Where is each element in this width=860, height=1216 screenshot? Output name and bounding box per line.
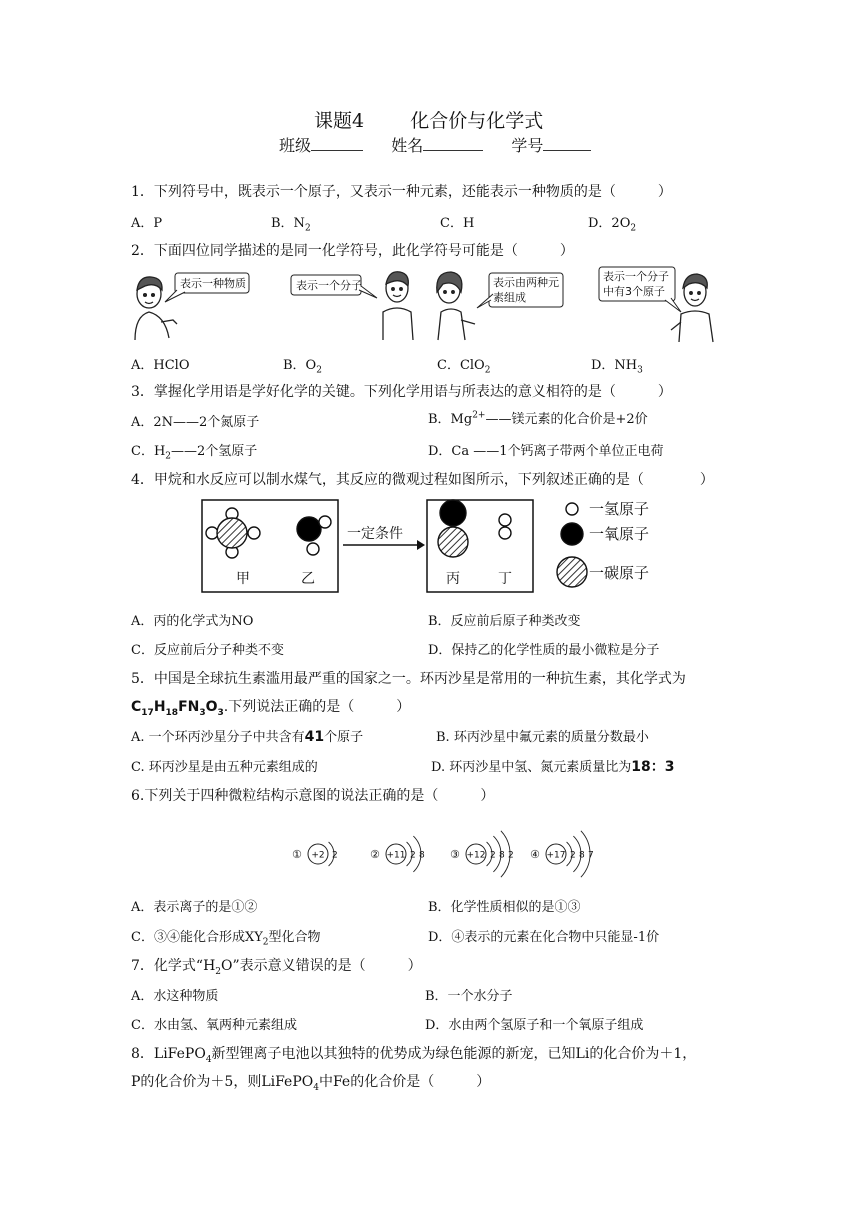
speech-bubble-4-text: 表示一个分子 (603, 270, 669, 283)
question-4: 4．甲烷和水反应可以制水煤气，其反应的微观过程如图所示，下列叙述正确的是（ ） (131, 472, 714, 488)
id-label: 学号 (511, 136, 544, 155)
q4-option-b: B．反应前后原子种类改变 (428, 614, 581, 629)
speech-bubble-1-text: 表示一种物质 (180, 277, 246, 290)
q4-option-c: C．反应前后分子种类不变 (131, 643, 284, 658)
nucleus-charge: +2 (311, 850, 325, 861)
legend-hydrogen-label: 一氢原子 (589, 500, 650, 518)
q3-option-d: D．Ca ——1个钙离子带两个单位正电荷 (428, 444, 664, 459)
formula-ciprofloxacin: $C_{17}H_{18}FN_3O_3$ (131, 699, 224, 718)
methane-molecule (206, 508, 260, 558)
diagram-mark: ③ (450, 848, 460, 861)
question-8-line-1: 8．LiFePO$_4$新型锂离子电池以其独特的优势成为绿色能源的新宠，已知Li的化合价为＋1， (131, 1046, 697, 1065)
q3-option-b: B．$Mg^{2+}——$镁元素的化合价是+2价 (428, 410, 648, 427)
q7-option-c: C．水由氢、氧两种元素组成 (131, 1018, 297, 1033)
shell-electron-count: 8 (579, 850, 585, 861)
q1-option-d: D．$2O_2$ (588, 216, 637, 234)
label-bing: 丙 (446, 571, 460, 587)
atomic-structure-diagrams (282, 812, 612, 892)
shell-electron-count: 8 (499, 850, 505, 861)
name-blank[interactable] (423, 136, 483, 151)
legend-oxygen-icon (561, 523, 583, 545)
legend-hydrogen-icon (566, 503, 578, 515)
q2-option-b: B．$O_2$ (283, 358, 322, 376)
q1-option-a: A．P (131, 216, 163, 231)
q3-option-c: C．$H_2——2$个氢原子 (131, 444, 258, 462)
legend (557, 503, 587, 587)
student-figure-2 (383, 272, 413, 340)
student-figure-3 (437, 272, 475, 340)
id-blank[interactable] (543, 136, 591, 151)
q4-option-a: A．丙的化学式为NO (131, 614, 254, 629)
q7-option-d: D．水由两个氢原子和一个氧原子组成 (425, 1018, 644, 1033)
label-yi: 乙 (301, 571, 315, 587)
q7-option-b: B．一个水分子 (425, 989, 513, 1004)
arrow-head (417, 540, 425, 550)
q7-option-a: A．水这种物质 (131, 989, 219, 1004)
q4-option-d: D．保持乙的化学性质的最小微粒是分子 (428, 643, 660, 658)
nucleus-charge: +12 (466, 850, 486, 861)
class-blank[interactable] (311, 136, 363, 151)
question-8-line-2: P的化合价为＋5，则LiFePO$_4$中Fe的化合价是（ ） (131, 1074, 491, 1093)
q6-option-d: D．④表示的元素在化合物中只能显-1价 (428, 930, 660, 945)
diagram-mark: ② (370, 848, 380, 861)
q1-option-c: C．H (440, 216, 475, 231)
q5-option-a: A. 一个环丙沙星分子中共含有41个原子 (131, 729, 364, 745)
title-topic: 化合价与化学式 (410, 110, 544, 132)
q6-option-c: C．③④能化合形成$XY_2$型化合物 (131, 930, 321, 948)
legend-carbon-icon (557, 557, 587, 587)
students-illustration (125, 264, 725, 348)
legend-oxygen-label: 一氧原子 (589, 525, 650, 543)
question-7: 7．化学式“$H_2O$”表示意义错误的是（ ） (131, 958, 422, 977)
title-lesson: 课题4 (314, 110, 365, 132)
class-label: 班级 (279, 136, 312, 155)
q2-option-d: D．$NH_3$ (591, 358, 643, 376)
speech-bubble-2-text: 表示一个分子 (296, 279, 362, 292)
speech-bubble-3-text-line2: 素组成 (493, 291, 526, 304)
water-molecule (297, 516, 331, 555)
student-figure-1 (135, 277, 177, 340)
shell-electron-count: 2 (410, 850, 416, 861)
question-5-formula-line: $C_{17}H_{18}FN_3O_3$.下列说法正确的是（ ） (131, 699, 411, 718)
hydrogen-molecule (499, 514, 511, 539)
q5-option-c: C. 环丙沙星是由五种元素组成的 (131, 760, 318, 775)
student-info (279, 133, 591, 156)
question-2: 2．下面四位同学描述的是同一化学符号，此化学符号可能是（ ） (131, 243, 574, 259)
shell-electron-count: 8 (419, 850, 425, 861)
q5-option-d: D. 环丙沙星中氢、氮元素质量比为18：3 (431, 759, 675, 775)
diagram-mark: ④ (530, 848, 540, 861)
speech-bubble-3-text: 表示由两种元 (493, 276, 559, 289)
legend-carbon-label: 一碳原子 (589, 564, 650, 582)
nucleus-charge: +17 (546, 850, 566, 861)
name-label: 姓名 (391, 136, 424, 155)
q2-option-a: A．HClO (131, 358, 190, 373)
diagram-mark: ① (292, 848, 302, 861)
q5-option-b: B. 环丙沙星中氟元素的质量分数最小 (436, 730, 649, 745)
page-title (314, 106, 543, 133)
reaction-diagram (195, 492, 695, 602)
shell-electron-count: 2 (508, 850, 514, 861)
shell-electron-count: 2 (332, 850, 338, 861)
nucleus-charge: +11 (386, 850, 406, 861)
q2-option-c: C．ClO$_2$ (437, 358, 491, 376)
speech-bubble-4-text-line2: 中有3个原子 (603, 285, 665, 298)
label-ding: 丁 (498, 571, 512, 587)
question-1: 1．下列符号中，既表示一个原子，又表示一种元素，还能表示一种物质的是（ ） (131, 184, 672, 200)
q1-option-b: B．$N_2$ (271, 216, 311, 234)
shell-electron-count: 7 (588, 850, 594, 861)
question-5: 5．中国是全球抗生素滥用最严重的国家之一。环丙沙星是常用的一种抗生素，其化学式为 (131, 671, 686, 687)
label-jia: 甲 (236, 571, 250, 587)
carbon-monoxide-molecule (438, 500, 468, 557)
q6-option-b: B．化学性质相似的是①③ (428, 900, 581, 915)
q6-option-a: A．表示离子的是①② (131, 900, 258, 915)
question-3: 3．掌握化学用语是学好化学的关键。下列化学用语与所表达的意义相符的是（ ） (131, 384, 672, 400)
question-6: 6.下列关于四种微粒结构示意图的说法正确的是（ ） (131, 788, 495, 804)
shell-electron-count: 2 (570, 850, 576, 861)
shell-electron-count: 2 (490, 850, 496, 861)
reaction-condition: 一定条件 (347, 526, 403, 542)
q3-option-a: A．2N——2个氮原子 (131, 415, 260, 430)
